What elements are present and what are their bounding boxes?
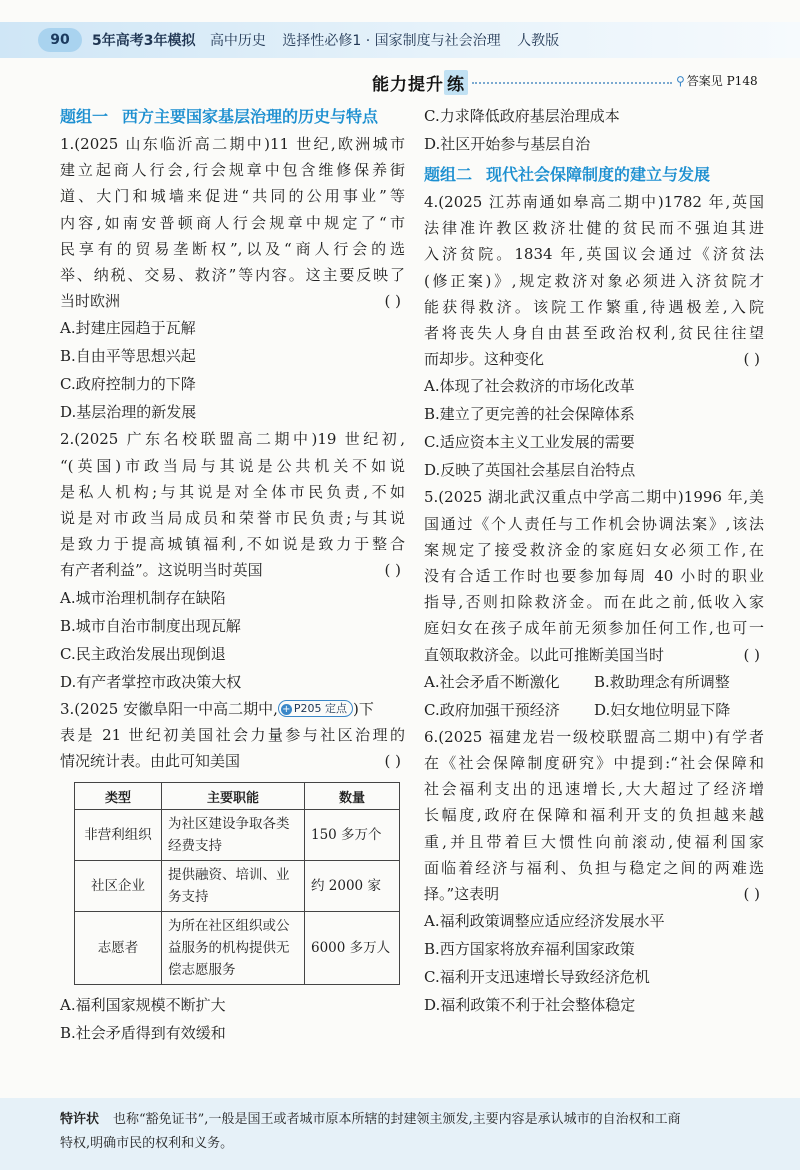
q1-line: 道、大门和城墙来促进“共同的公用事业”等: [60, 187, 405, 206]
search-icon: ⚲: [676, 74, 685, 88]
q3-line: 3.(2025 安徽阜阳一中高二期中, + P205 定点 )下: [60, 699, 374, 718]
series-name: 5年高考3年模拟: [92, 33, 196, 49]
option-c: C.民主政治发展出现倒退: [60, 644, 226, 663]
table-row: 社区企业 提供融资、培训、业务支持 约 2000 家: [75, 861, 400, 912]
footnote-term: 特许状: [60, 1112, 100, 1127]
option-b: B.社会矛盾得到有效缓和: [60, 1024, 226, 1043]
option-c: C.力求降低政府基层治理成本: [424, 107, 620, 125]
q4-line: 入济贫院。1834 年,英国议会通过《济贫法: [424, 245, 764, 264]
plus-icon: +: [282, 703, 291, 715]
option-b: B.西方国家将放弃福利国家政策: [424, 940, 635, 959]
q4-line: 法律准许教区救济壮健的贫民而不强迫其进: [424, 219, 764, 238]
answer-blank: ( ): [384, 561, 401, 580]
q6-line: 6.(2025 福建龙岩一级校联盟高二期中)有学者: [424, 727, 764, 746]
q1-line: 民享有的贸易垄断权”,以及“商人行会的选: [60, 239, 405, 258]
q2-line: “(英国)市政当局与其说是公共机关不如说: [60, 456, 405, 475]
q5-line: 指导,否则扣除救济金。而在此之前,低收入家: [424, 593, 764, 612]
table-header: 类型: [75, 783, 162, 810]
q6-line: 长幅度,政府在保障和福利开支的负担越来越: [424, 806, 764, 825]
question-2: [60, 426, 405, 695]
table-header: 数量: [305, 783, 400, 810]
q4-line: 能获得救济。该院工作繁重,待遇极差,入院: [424, 297, 764, 316]
option-row: [424, 668, 764, 696]
right-column: [424, 102, 764, 1019]
q3-line: 表是 21 世纪初美国社会力量参与社区治理的: [60, 725, 405, 744]
option-c: C.政府控制力的下降: [60, 375, 196, 394]
option-c: C.政府加强干预经济: [424, 700, 560, 719]
q5-line: 庭妇女在孩子成年前无须参加任何工作,也可一: [424, 619, 764, 638]
option-c: C.适应资本主义工业发展的需要: [424, 433, 635, 452]
option-a: A.福利政策调整应适应经济发展水平: [424, 912, 665, 931]
option-d: D.妇女地位明显下降: [594, 700, 731, 719]
question-5: [424, 484, 764, 723]
option-d: D.福利政策不利于社会整体稳定: [424, 996, 636, 1015]
q6-line: 重,并且带着巨大惯性向前滚动,使福利国家: [424, 832, 764, 851]
q4-line: 而却步。这种变化 ( ): [424, 346, 764, 372]
question-6: [424, 724, 764, 1019]
option-b: B.救助理念有所调整: [594, 672, 730, 691]
q2-line: 说是对市政当局成员和荣誉市民负责;与其说: [60, 509, 405, 528]
option-b: B.城市自治市制度出现瓦解: [60, 616, 241, 635]
question-1: [60, 131, 405, 426]
table-row: 志愿者 为所在社区组织或公益服务的机构提供无偿志愿服务 6000 多万人: [75, 912, 400, 985]
option-a: A.福利国家规模不断扩大: [60, 996, 226, 1015]
q2-line: 是致力于提高城镇福利,不如说是致力于整合: [60, 535, 405, 554]
option-a: A.封建庄园趋于瓦解: [60, 319, 196, 338]
option-c: C.福利开支迅速增长导致经济危机: [424, 968, 650, 987]
q1-line: 1.(2025 山东临沂高二期中)11 世纪,欧洲城市: [60, 135, 405, 153]
q6-line: 择。”这表明 ( ): [424, 881, 764, 907]
running-header: [92, 30, 571, 50]
title-divider: [472, 82, 672, 84]
publisher: 人教版: [517, 33, 560, 49]
page-number: 90: [38, 28, 82, 52]
q1-line: 内容,如南安普顿商人行会规章中规定了“市: [60, 213, 405, 232]
q2-line: 有产者利益”。这说明当时英国 ( ): [60, 557, 405, 583]
q2-line: 2.(2025 广东名校联盟高二期中)19 世纪初,: [60, 430, 405, 449]
answer-blank: ( ): [743, 645, 760, 664]
stats-table: [74, 782, 400, 985]
footnote: 特许状 也称“豁免证书”,一般是国王或者城市原本所辖的封建领主颁发,主要内容是承认城市的自治权和工商 特权,明确市民的权利和义务。: [60, 1112, 681, 1151]
table-row: 非营利组织 为社区建设争取各类经费支持 150 多万个: [75, 810, 400, 861]
question-3: [60, 696, 405, 1048]
q5-line: 没有合适工作时也要参加每周 40 小时的职业: [424, 567, 764, 586]
answer-blank: ( ): [384, 292, 401, 311]
option-a: A.社会矛盾不断激化: [424, 672, 560, 691]
table-header: 主要职能: [162, 783, 305, 810]
option-a: A.城市治理机制存在缺陷: [60, 588, 226, 607]
option-d: D.基层治理的新发展: [60, 403, 197, 422]
option-a: A.体现了社会救济的市场化改革: [424, 377, 635, 396]
answer-blank: ( ): [384, 752, 401, 771]
q4-line: (修正案)》,规定救济对象必须进入济贫院才: [424, 271, 764, 290]
q1-line: 当时欧洲 ( ): [60, 288, 405, 314]
q5-line: 国通过《个人责任与工作机会协调法案》,该法: [424, 514, 764, 533]
q6-line: 社会福利支出的迅速增长,大大超过了经济增: [424, 780, 764, 799]
question-4: [424, 189, 764, 484]
q5-line: 案规定了接受救济金的家庭妇女必须工作,在: [424, 540, 764, 559]
left-column: [60, 102, 405, 1047]
option-row: [424, 696, 764, 724]
q1-line: 举、纳税、交易、救济”等内容。这主要反映了: [60, 266, 405, 285]
option-d: D.反映了英国社会基层自治特点: [424, 461, 636, 480]
section-title: 能力提升 练: [372, 70, 468, 95]
q3-line: 情况统计表。由此可知美国 ( ): [60, 748, 405, 774]
q4-line: 者将丧失人身自由甚至政治权利,贫民往往望: [424, 324, 764, 343]
book-title: 选择性必修1 · 国家制度与社会治理: [282, 33, 501, 49]
q5-line: 直领取救济金。以此可推断美国当时 ( ): [424, 642, 764, 668]
q6-line: 面临着经济与福利、负担与稳定之间的两难选: [424, 858, 764, 877]
knowledge-point-badge[interactable]: + P205 定点: [278, 700, 353, 717]
q1-line: 建立起商人行会,行会规章中包含维修保养街: [60, 161, 405, 180]
q6-line: 在《社会保障制度研究》中提到:“社会保障和: [424, 754, 764, 773]
answer-reference: ⚲ 答案见 P148: [676, 74, 758, 88]
option-b: B.自由平等思想兴起: [60, 347, 196, 366]
answer-blank: ( ): [743, 885, 760, 904]
group-1-title: 题组一 西方主要国家基层治理的历史与特点: [60, 107, 379, 126]
option-d: D.有产者掌控市政决策大权: [60, 672, 242, 691]
q5-line: 5.(2025 湖北武汉重点中学高二期中)1996 年,美: [424, 488, 764, 507]
group-2-title: 题组二 现代社会保障制度的建立与发展: [424, 165, 711, 184]
q4-line: 4.(2025 江苏南通如皋高二期中)1782 年,英国: [424, 193, 764, 211]
option-d: D.社区开始参与基层自治: [424, 135, 591, 153]
subject: 高中历史: [209, 33, 266, 49]
option-b: B.建立了更完善的社会保障体系: [424, 405, 635, 424]
q2-line: 是私人机构;与其说是对全体市民负责,不如: [60, 482, 405, 501]
answer-blank: ( ): [743, 350, 760, 369]
